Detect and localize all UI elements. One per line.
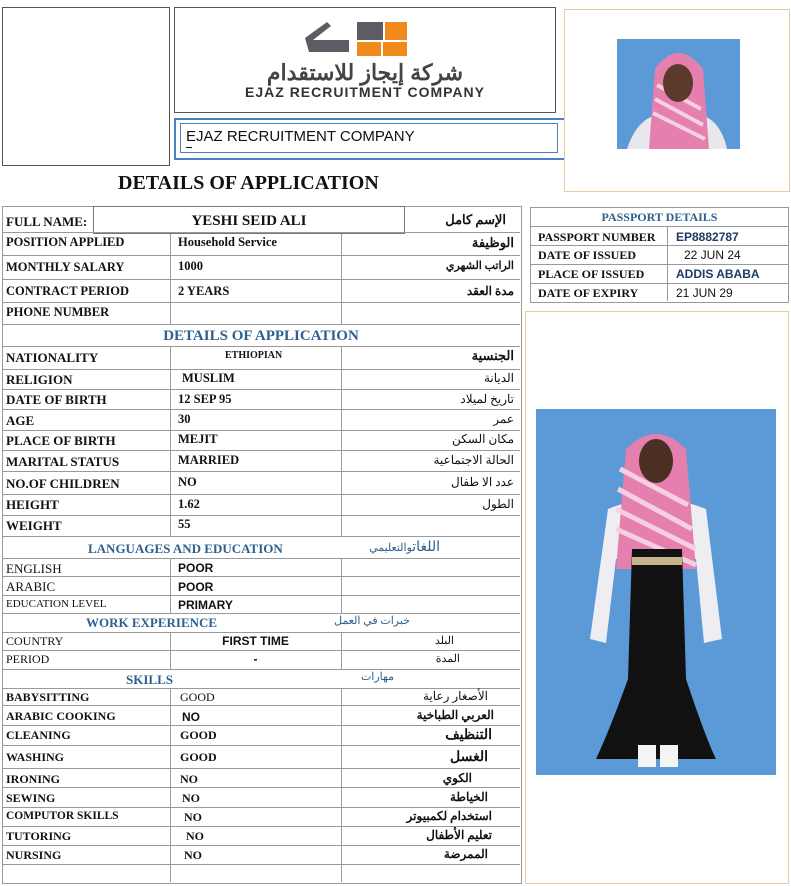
nationality-ar: الجنسية — [471, 348, 514, 363]
arabic-cooking-label: ARABIC COOKING — [6, 709, 116, 723]
pob-label: PLACE OF BIRTH — [6, 433, 116, 448]
nursing-ar: الممرضة — [443, 847, 488, 861]
full-name-box — [93, 206, 405, 234]
dob-ar: تاريخ لميلاد — [460, 392, 514, 406]
tutoring-ar: تعليم الأطفال — [426, 828, 492, 842]
nationality-label: NATIONALITY — [6, 350, 99, 365]
marital-ar: الحالة الاجتماعية — [433, 453, 514, 467]
weight-label: WEIGHT — [6, 518, 62, 533]
contract-label: CONTRACT PERIOD — [6, 284, 130, 298]
passport-number-value: EP8882787 — [676, 230, 739, 244]
pob-ar: مكان السكن — [452, 432, 514, 446]
place-issued-label: PLACE OF ISSUED — [538, 267, 645, 281]
place-issued-value: ADDIS ABABA — [676, 267, 760, 281]
country-label: COUNTRY — [6, 634, 64, 648]
languages-header: LANGUAGES AND EDUCATION — [88, 541, 283, 556]
period-label: PERIOD — [6, 652, 50, 666]
company-banner — [174, 118, 566, 160]
work-header-ar: خبرات في العمل — [334, 615, 410, 627]
height-value: 1.62 — [178, 497, 200, 511]
skills-header-ar: مهارات — [360, 671, 394, 683]
age-value: 30 — [178, 412, 191, 426]
weight-value: 55 — [178, 517, 191, 531]
nursing-label: NURSING — [6, 848, 62, 862]
children-label: NO.OF CHILDREN — [6, 476, 120, 491]
full-name-ar: الإسم كامل — [445, 212, 506, 227]
contract-value: 2 YEARS — [178, 284, 230, 298]
arabic-cooking-ar: العربي الطباخية — [416, 708, 494, 722]
languages-header-ar: اللغاتوالتعليمي — [369, 540, 440, 555]
page-title: DETAILS OF APPLICATION — [118, 172, 379, 194]
company-logo-box — [174, 7, 556, 113]
contract-ar: مدة العقد — [466, 284, 514, 298]
marital-value: MARRIED — [178, 453, 240, 467]
ironing-ar: الكوي — [442, 771, 472, 785]
period-value: - — [253, 652, 258, 666]
passport-number-label: PASSPORT NUMBER — [538, 230, 656, 244]
company-logo-icon — [299, 14, 411, 62]
dob-label: DATE OF BIRTH — [6, 392, 107, 407]
height-ar: الطول — [482, 497, 514, 511]
nationality-value: ETHIOPIAN — [225, 350, 283, 361]
nursing-value: NO — [184, 848, 202, 862]
english-value: POOR — [178, 561, 214, 575]
washing-label: WASHING — [6, 750, 65, 764]
computer-value: NO — [184, 810, 202, 824]
phone-label: PHONE NUMBER — [6, 305, 110, 319]
date-expiry-value: 21 JUN 29 — [676, 286, 733, 300]
babysitting-ar: الأصغار رعاية — [423, 689, 488, 703]
dob-value: 12 SEP 95 — [178, 392, 232, 406]
children-value: NO — [178, 475, 197, 489]
full-body-photo — [536, 409, 776, 775]
full-name-value: YESHI SEID ALI — [191, 213, 307, 229]
work-header: WORK EXPERIENCE — [86, 615, 218, 630]
religion-label: RELIGION — [6, 372, 73, 387]
washing-value: GOOD — [180, 750, 217, 764]
computer-ar: استخدام لكمبيوتر — [406, 809, 492, 823]
ironing-label: IRONING — [6, 772, 61, 786]
children-ar: عدد الا طفال — [451, 475, 514, 489]
education-label: EDUCATION LEVEL — [6, 598, 107, 610]
passport-header: PASSPORT DETAILS — [601, 210, 718, 224]
date-issued-value: 22 JUN 24 — [684, 248, 741, 262]
salary-label: MONTHLY SALARY — [6, 260, 125, 274]
age-ar: عمر — [493, 412, 514, 426]
cleaning-value: GOOD — [180, 728, 217, 742]
date-expiry-label: DATE OF EXPIRY — [538, 286, 639, 300]
arabic-value: POOR — [178, 580, 214, 594]
salary-value: 1000 — [178, 259, 203, 273]
arabic-cooking-value: NO — [182, 710, 200, 724]
sewing-ar: الخياطة — [450, 790, 488, 804]
height-label: HEIGHT — [6, 497, 59, 512]
company-name-en: EJAZ RECRUITMENT COMPANY — [245, 84, 485, 100]
babysitting-label: BABYSITTING — [6, 690, 90, 704]
period-ar: المدة — [435, 653, 460, 665]
tutoring-value: NO — [186, 829, 204, 843]
company-name-ar: شركة إيجاز للاستقدام — [266, 60, 464, 85]
pob-value: MEJIT — [178, 432, 218, 446]
country-ar: البلد — [434, 635, 454, 647]
country-value: FIRST TIME — [222, 634, 289, 648]
religion-value: MUSLIM — [182, 371, 235, 385]
full-name-label: FULL NAME: — [6, 214, 88, 229]
cleaning-ar: التنظيف — [445, 728, 492, 743]
age-label: AGE — [6, 413, 35, 428]
computer-label: COMPUTOR SKILLS — [6, 810, 119, 822]
portrait-photo — [617, 39, 740, 149]
salary-ar: الراتب الشهري — [445, 260, 514, 272]
position-label: POSITION APPLIED — [6, 235, 125, 249]
washing-ar: الغسل — [449, 750, 488, 765]
sewing-value: NO — [182, 791, 200, 805]
blank-box — [2, 7, 170, 166]
skills-header: SKILLS — [126, 672, 173, 687]
cleaning-label: CLEANING — [6, 728, 71, 742]
education-value: PRIMARY — [178, 598, 233, 612]
position-ar: الوظيفة — [471, 235, 514, 250]
tutoring-label: TUTORING — [6, 829, 72, 843]
english-label: ENGLISH — [6, 561, 62, 576]
ironing-value: NO — [180, 772, 198, 786]
date-issued-label: DATE OF ISSUED — [538, 248, 637, 262]
company-banner-text: EJAZ RECRUITMENT COMPANY — [186, 128, 415, 145]
position-value: Household Service — [178, 235, 277, 249]
babysitting-value: GOOD — [180, 690, 215, 704]
marital-label: MARITAL STATUS — [6, 454, 120, 469]
arabic-label: ARABIC — [6, 579, 56, 594]
details-header: DETAILS OF APPLICATION — [163, 328, 359, 344]
religion-ar: الديانة — [483, 371, 514, 385]
sewing-label: SEWING — [6, 791, 56, 805]
